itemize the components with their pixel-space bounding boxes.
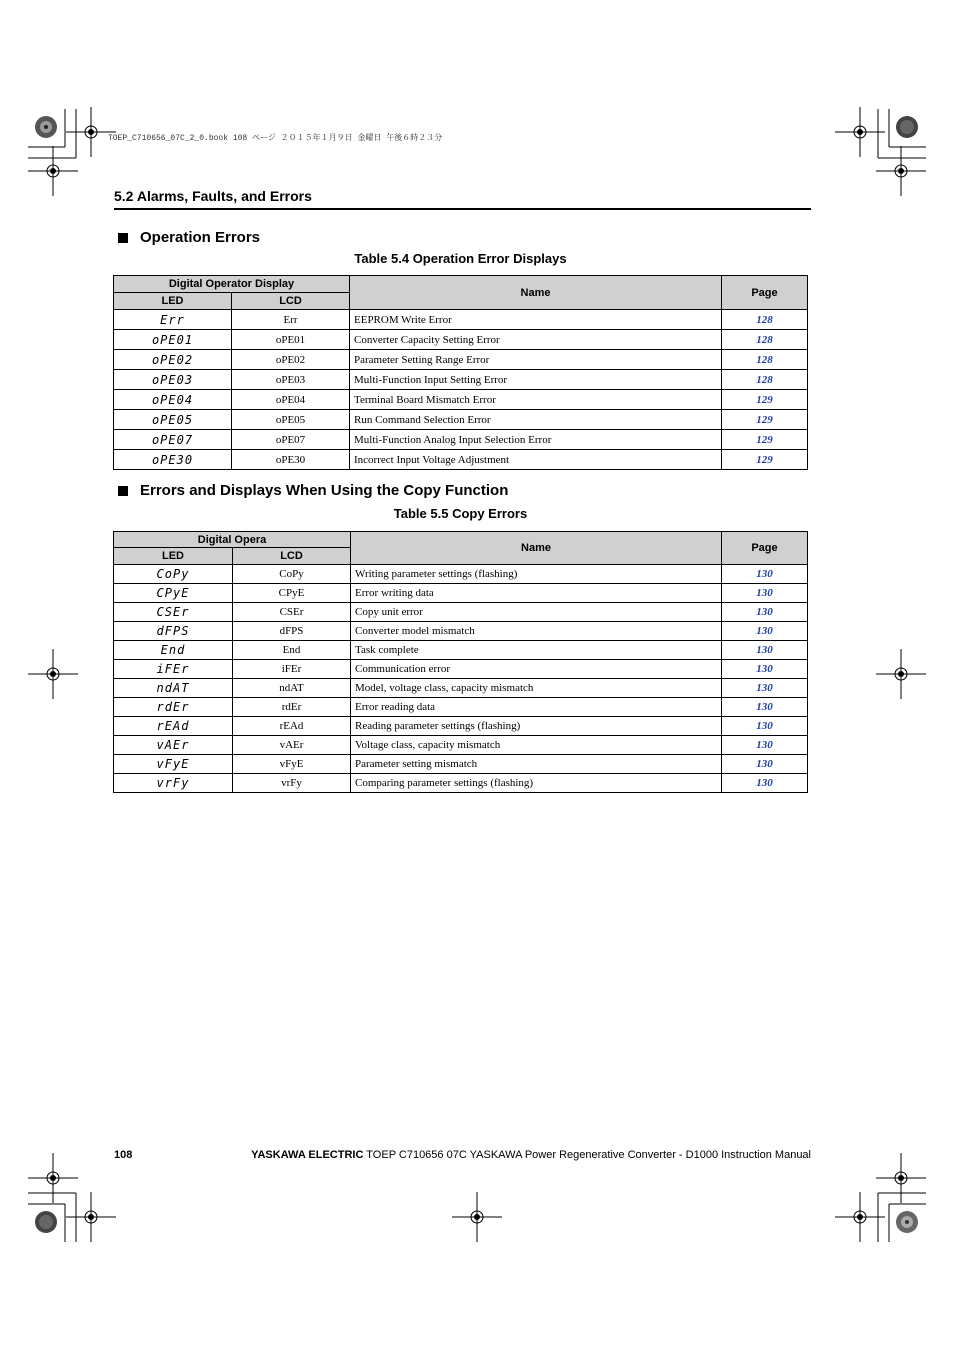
error-name: Converter model mismatch xyxy=(351,622,722,641)
grayscale-target-icon xyxy=(35,1211,57,1233)
error-name: Voltage class, capacity mismatch xyxy=(351,736,722,755)
table-row xyxy=(114,310,808,330)
table-row xyxy=(114,698,808,717)
led-display: oPE07 xyxy=(114,430,232,450)
copy-errors-heading xyxy=(114,482,508,499)
lcd-code: oPE04 xyxy=(232,390,350,410)
lcd-code: vFyE xyxy=(233,755,351,774)
lcd-code: ndAT xyxy=(233,679,351,698)
table-row xyxy=(114,660,808,679)
page-link[interactable]: 130 xyxy=(722,698,808,717)
error-name: Reading parameter settings (flashing) xyxy=(351,717,722,736)
led-display: oPE02 xyxy=(114,350,232,370)
header-page: Page xyxy=(722,532,808,565)
lcd-code: oPE07 xyxy=(232,430,350,450)
table-row xyxy=(114,641,808,660)
table-row xyxy=(114,603,808,622)
heading-text: Errors and Displays When Using the Copy Function xyxy=(140,482,509,499)
led-display: rdEr xyxy=(114,698,233,717)
color-target-icon xyxy=(35,116,57,138)
table-row xyxy=(114,410,808,430)
error-name: Parameter Setting Range Error xyxy=(350,350,722,370)
error-name: Copy unit error xyxy=(351,603,722,622)
lcd-code: vAEr xyxy=(233,736,351,755)
table-caption: Table 5.4 Operation Error Displays xyxy=(354,251,567,266)
header-led: LED xyxy=(114,293,232,310)
lcd-code: CPyE xyxy=(233,584,351,603)
page-number: 108 xyxy=(114,1149,133,1161)
lcd-code: oPE03 xyxy=(232,370,350,390)
table-row xyxy=(114,717,808,736)
header-lcd: LCD xyxy=(233,548,351,565)
header-led: LED xyxy=(114,548,233,565)
table-row xyxy=(114,622,808,641)
error-name: Error reading data xyxy=(351,698,722,717)
error-name: Writing parameter settings (flashing) xyxy=(351,565,722,584)
table-row xyxy=(114,736,808,755)
section-title: 5.2 Alarms, Faults, and Errors xyxy=(114,188,312,204)
table-row xyxy=(114,584,808,603)
page-link[interactable]: 130 xyxy=(722,717,808,736)
heading-text: Operation Errors xyxy=(140,229,261,246)
lcd-code: vrFy xyxy=(233,774,351,793)
page-link[interactable]: 130 xyxy=(722,622,808,641)
header-lcd: LCD xyxy=(232,293,350,310)
lcd-code: oPE30 xyxy=(232,450,350,470)
led-display: vAEr xyxy=(114,736,233,755)
table-row xyxy=(114,565,808,584)
lcd-code: iFEr xyxy=(233,660,351,679)
table-row xyxy=(114,390,808,410)
table-row xyxy=(114,774,808,793)
page-link[interactable]: 129 xyxy=(722,390,808,410)
page-link[interactable]: 130 xyxy=(722,736,808,755)
error-name: EEPROM Write Error xyxy=(350,310,722,330)
section-rule xyxy=(114,208,811,210)
lcd-code: Err xyxy=(232,310,350,330)
page-link[interactable]: 129 xyxy=(722,450,808,470)
led-display: rEAd xyxy=(114,717,233,736)
page-link[interactable]: 130 xyxy=(722,641,808,660)
page-link[interactable]: 130 xyxy=(722,584,808,603)
table-row xyxy=(114,450,808,470)
error-name: Model, voltage class, capacity mismatch xyxy=(351,679,722,698)
header-page: Page xyxy=(722,276,808,310)
header-group: Digital Operator Display xyxy=(114,276,350,293)
led-display: Err xyxy=(114,310,232,330)
led-display: CPyE xyxy=(114,584,233,603)
footer-brand: YASKAWA ELECTRIC xyxy=(251,1149,364,1161)
operation-errors-table xyxy=(113,275,808,470)
error-name: Comparing parameter settings (flashing) xyxy=(351,774,722,793)
table-row xyxy=(114,430,808,450)
header-group: Digital Opera xyxy=(114,532,351,548)
footer-manual-title xyxy=(251,1149,811,1161)
lcd-code: oPE01 xyxy=(232,330,350,350)
grayscale-target-icon xyxy=(896,116,918,138)
error-name: Run Command Selection Error xyxy=(350,410,722,430)
lcd-code: End xyxy=(233,641,351,660)
page-link[interactable]: 128 xyxy=(722,330,808,350)
page-link[interactable]: 129 xyxy=(722,410,808,430)
page-link[interactable]: 130 xyxy=(722,603,808,622)
lcd-code: oPE05 xyxy=(232,410,350,430)
led-display: ndAT xyxy=(114,679,233,698)
error-name: Multi-Function Input Setting Error xyxy=(350,370,722,390)
led-display: oPE05 xyxy=(114,410,232,430)
table-caption: Table 5.5 Copy Errors xyxy=(393,506,528,521)
lcd-code: oPE02 xyxy=(232,350,350,370)
error-name: Multi-Function Analog Input Selection Error xyxy=(350,430,722,450)
page-link[interactable]: 130 xyxy=(722,660,808,679)
table-row xyxy=(114,755,808,774)
page-link[interactable]: 129 xyxy=(722,430,808,450)
error-name: Communication error xyxy=(351,660,722,679)
table-row xyxy=(114,330,808,350)
led-display: oPE04 xyxy=(114,390,232,410)
error-name: Error writing data xyxy=(351,584,722,603)
print-info: TOEP_C710656_07C_2_0.book 108 ページ ２０１５年１月９日 金曜日 午後６時２３分 xyxy=(108,134,443,143)
led-display: CoPy xyxy=(114,565,233,584)
page-link[interactable]: 130 xyxy=(722,755,808,774)
page-link[interactable]: 130 xyxy=(722,565,808,584)
operation-errors-heading xyxy=(114,229,260,246)
led-display: vFyE xyxy=(114,755,233,774)
error-name: Parameter setting mismatch xyxy=(351,755,722,774)
error-name: Incorrect Input Voltage Adjustment xyxy=(350,450,722,470)
lcd-code: rdEr xyxy=(233,698,351,717)
table-row xyxy=(114,370,808,390)
page-link[interactable]: 128 xyxy=(722,370,808,390)
led-display: iFEr xyxy=(114,660,233,679)
lcd-code: rEAd xyxy=(233,717,351,736)
header-name: Name xyxy=(351,532,722,565)
table-row xyxy=(114,679,808,698)
led-display: End xyxy=(114,641,233,660)
table-row xyxy=(114,350,808,370)
error-name: Converter Capacity Setting Error xyxy=(350,330,722,350)
page-link[interactable]: 128 xyxy=(722,350,808,370)
led-display: CSEr xyxy=(114,603,233,622)
page-link[interactable]: 130 xyxy=(722,774,808,793)
footer-manual: TOEP C710656 07C YASKAWA Power Regenerative Converter - D1000 Instruction Manual xyxy=(363,1149,811,1161)
error-name: Task complete xyxy=(351,641,722,660)
led-display: vrFy xyxy=(114,774,233,793)
header-name: Name xyxy=(350,276,722,310)
led-display: oPE03 xyxy=(114,370,232,390)
bullet-square-icon xyxy=(118,233,128,243)
lcd-code: dFPS xyxy=(233,622,351,641)
lcd-code: CSEr xyxy=(233,603,351,622)
led-display: dFPS xyxy=(114,622,233,641)
bullet-square-icon xyxy=(118,486,128,496)
error-name: Terminal Board Mismatch Error xyxy=(350,390,722,410)
copy-errors-table xyxy=(113,531,808,793)
led-display: oPE30 xyxy=(114,450,232,470)
led-display: oPE01 xyxy=(114,330,232,350)
page-link[interactable]: 128 xyxy=(722,310,808,330)
page-link[interactable]: 130 xyxy=(722,679,808,698)
color-target-icon xyxy=(896,1211,918,1233)
lcd-code: CoPy xyxy=(233,565,351,584)
